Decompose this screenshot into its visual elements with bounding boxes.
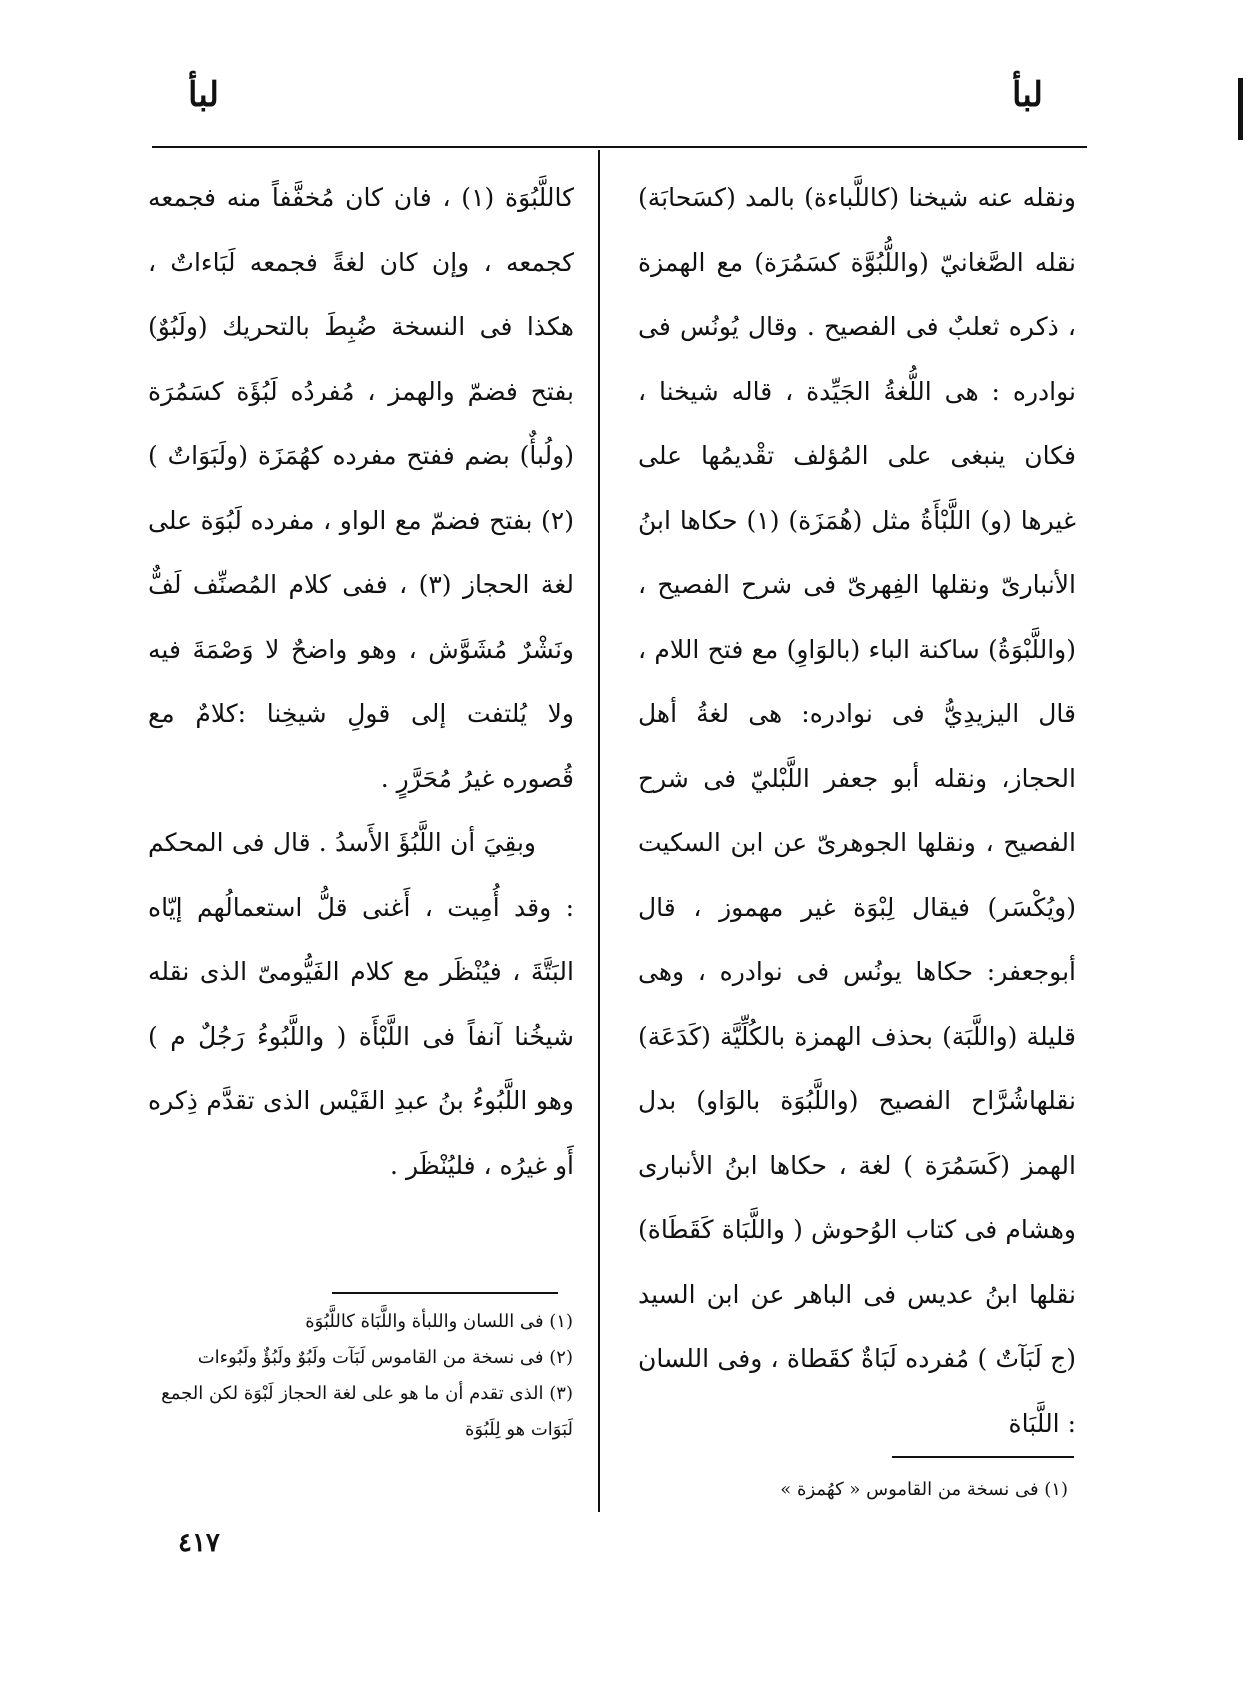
running-head-right: لبأ bbox=[1012, 75, 1043, 115]
column-divider bbox=[598, 150, 600, 1512]
left-column-paragraph: كاللَّبُوَة (١) ، فان كان مُخفَّفاً منه فجمعه كجمعه ، وإن كان لغةً فجمعه لَبَاءاتٌ ، هكذا فى النسخة ضُبِطَ بالتحريك (ولَبُوٌ) بفتح فضمّ والهمز ، مُفردُه لَبُؤَة كسَمُرَة (ولُبأٌ) بضم ففتح مفرده كهُمَزَة (ولَبَوَاتٌ ) (٢) بفتح فضمّ مع الواو ، مفرده لَبُوَة على لغة الحجاز (٣) ، ففى كلام المُصنِّف لَفٌّ ونَشْرٌ مُشَوَّش ، وهو واضحٌ لا وَصْمَةَ فيه ولا يُلتفت إلى قولِ شيخِنا :كلامٌ مع قُصوره غيرُ مُحَرَّرٍ . bbox=[148, 183, 574, 793]
page-number: ٤١٧ bbox=[178, 1528, 220, 1558]
footnote-rule-left bbox=[332, 1292, 558, 1294]
left-column-paragraph: وبقِيَ أن اللَّبُؤَ الأَسدُ . قال فى المحكم : وقد أُمِيت ، أَغنى قلُّ استعمالُهم إيّاه البَتَّةَ ، فيُنْظَر مع كلام الفَيُّومىّ الذى نقله شيخُنا آنفاً فى اللَّبْأَة ( واللَّبُوءُ رَجُلٌ م ) وهو اللَّبُوءُ بنُ عبدِ القَيْس الذى تقدَّم ذِكره أَو غيرُه ، فليُنْظَر . bbox=[148, 828, 574, 1180]
footnote: (١) فى اللسان واللبأة واللَّبَاة كاللَّبُوَة bbox=[305, 1311, 573, 1332]
footnote: (٢) فى نسخة من القاموس لَبَآت ولَبُوٌ ولَبُؤٌ ولَبُوءات bbox=[197, 1347, 573, 1368]
left-column bbox=[148, 166, 574, 1198]
header-rule bbox=[152, 146, 1087, 148]
right-column-paragraph: ونقله عنه شيخنا (كاللَّباءة) بالمد (كسَحابَة) نقله الصَّغانيّ (واللُّبُوَّة كسَمُرَة) مع الهمزة ، ذكره ثعلبٌ فى الفصيح . وقال يُونُس فى نوادره : هى اللُّغةُ الجَيِّدة ، قاله شيخنا ، فكان ينبغى على المُؤلف تقْديمُها على غيرها (و) اللَّبْأَةُ مثل (هُمَزَة) (١) حكاها ابنُ الأنبارىّ ونقلها الفِهرىّ فى شرح الفصيح ، (واللَّبْوَةُ) ساكنة الباء (بالوَاوِ) مع فتح اللام ، قال اليزيدِيُّ فى نوادره: هى لغةُ أهل الحجاز، ونقله أبو جعفر اللَّبْليّ فى شرح الفصيح ، ونقلها الجوهرىّ عن ابن السكيت (ويُكْسَر) فيقال لِبْوَة غير مهموز ، قال أبوجعفر: حكاها يونُس فى نوادره ، وهى قليلة (واللَّبَة) بحذف الهمزة بالكُلِّيَّة (كَدَعَة) نقلهاشُرَّاح الفصيح (واللَّبُوَة بالوَاو) بدل الهمز (كَسَمُرَة ) لغة ، حكاها ابنُ الأنبارى وهشام فى كتاب الوُحوش ( واللَّبَاة كَقَطَاة) نقلها ابنُ عديس فى الباهر عن ابن السيد (ج لَبَآتٌ ) مُفرده لَبَاةٌ كقَطاة ، وفى اللسان : اللَّبَاة bbox=[638, 183, 1076, 1438]
left-footnotes bbox=[148, 1304, 573, 1448]
right-footnotes bbox=[638, 1472, 1068, 1508]
footnote: (٣) الذى تقدم أن ما هو على لغة الحجاز لَبْوَة لكن الجمع لَبَوَات هو لِلَبُوَة bbox=[161, 1383, 573, 1440]
page-edge-mark bbox=[1238, 78, 1243, 140]
footnote: (١) فى نسخة من القاموس « كهُمزة » bbox=[780, 1479, 1068, 1500]
running-head-left: لبأ bbox=[188, 75, 219, 115]
footnote-rule-right bbox=[892, 1456, 1074, 1458]
right-column bbox=[638, 166, 1076, 1456]
